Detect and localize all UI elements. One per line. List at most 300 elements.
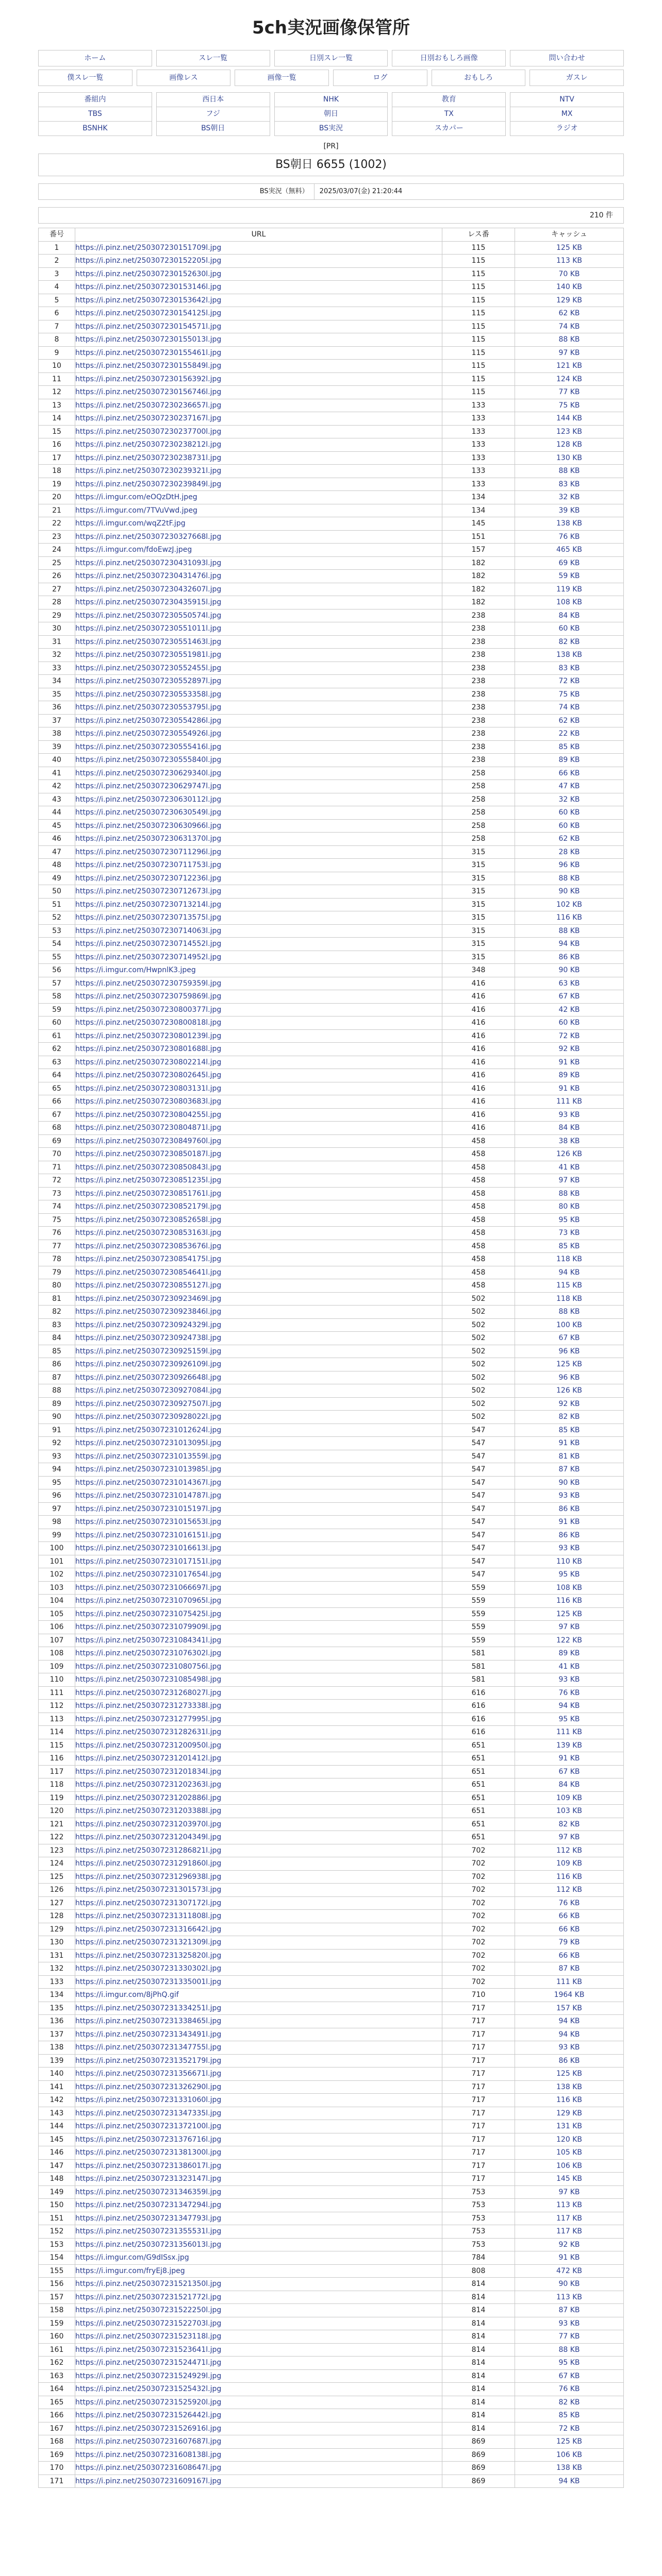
- row-cache-size[interactable]: 92 KB: [515, 1397, 624, 1411]
- image-url-link[interactable]: https://i.pinz.net/250307230152630l.jpg: [75, 269, 222, 278]
- image-url-link[interactable]: https://i.pinz.net/250307230554286l.jpg: [75, 716, 222, 725]
- row-cache-size[interactable]: 92 KB: [515, 2238, 624, 2251]
- row-cache-size[interactable]: 88 KB: [515, 2343, 624, 2357]
- image-url-link[interactable]: https://i.pinz.net/250307231075425l.jpg: [75, 1609, 222, 1618]
- image-url-link[interactable]: https://i.pinz.net/250307231525920l.jpg: [75, 2398, 222, 2406]
- image-url-link[interactable]: https://i.pinz.net/250307230926109l.jpg: [75, 1360, 222, 1369]
- row-cache-size[interactable]: 77 KB: [515, 386, 624, 399]
- channel-link[interactable]: 朝日: [274, 107, 388, 122]
- row-cache-size[interactable]: 110 KB: [515, 1555, 624, 1568]
- row-cache-size[interactable]: 97 KB: [515, 346, 624, 360]
- nav-daily-funny-images[interactable]: 日別おもしろ画像: [392, 50, 506, 66]
- image-url-link[interactable]: https://i.pinz.net/250307230154125l.jpg: [75, 309, 222, 318]
- row-cache-size[interactable]: 77 KB: [515, 2330, 624, 2344]
- row-cache-size[interactable]: 97 KB: [515, 1831, 624, 1844]
- image-url-link[interactable]: https://i.pinz.net/250307230152205l.jpg: [75, 257, 222, 265]
- row-cache-size[interactable]: 32 KB: [515, 793, 624, 806]
- image-url-link[interactable]: https://i.pinz.net/250307230238212l.jpg: [75, 440, 222, 449]
- row-cache-size[interactable]: 95 KB: [515, 1713, 624, 1726]
- row-cache-size[interactable]: 89 KB: [515, 754, 624, 767]
- image-url-link[interactable]: https://i.pinz.net/250307231338465l.jpg: [75, 2017, 222, 2026]
- row-cache-size[interactable]: 118 KB: [515, 1253, 624, 1266]
- image-url-link[interactable]: https://i.pinz.net/250307230712236l.jpg: [75, 874, 222, 883]
- image-url-link[interactable]: https://i.pinz.net/250307231013559l.jpg: [75, 1452, 222, 1461]
- image-url-link[interactable]: https://i.pinz.net/250307231203388l.jpg: [75, 1807, 222, 1816]
- row-cache-size[interactable]: 42 KB: [515, 1003, 624, 1016]
- row-cache-size[interactable]: 94 KB: [515, 1266, 624, 1279]
- image-url-link[interactable]: https://i.pinz.net/250307231080756l.jpg: [75, 1662, 222, 1671]
- image-url-link[interactable]: https://i.pinz.net/250307231386017l.jpg: [75, 2161, 222, 2170]
- image-url-link[interactable]: https://i.pinz.net/250307230852179l.jpg: [75, 1202, 222, 1211]
- row-cache-size[interactable]: 125 KB: [515, 2067, 624, 2081]
- image-url-link[interactable]: https://i.pinz.net/250307231014787l.jpg: [75, 1492, 222, 1500]
- image-url-link[interactable]: https://i.pinz.net/250307231335001l.jpg: [75, 1977, 222, 1986]
- row-cache-size[interactable]: 97 KB: [515, 2185, 624, 2199]
- image-url-link[interactable]: https://i.pinz.net/250307230630966l.jpg: [75, 821, 222, 830]
- channel-link[interactable]: フジ: [156, 107, 270, 122]
- row-cache-size[interactable]: 67 KB: [515, 1332, 624, 1345]
- image-url-link[interactable]: https://i.pinz.net/250307231316642l.jpg: [75, 1925, 222, 1934]
- row-cache-size[interactable]: 116 KB: [515, 1870, 624, 1884]
- row-cache-size[interactable]: 76 KB: [515, 530, 624, 544]
- image-url-link[interactable]: https://i.pinz.net/250307230154571l.jpg: [75, 322, 222, 331]
- image-url-link[interactable]: https://i.pinz.net/250307231524929l.jpg: [75, 2371, 222, 2380]
- image-url-link[interactable]: https://i.pinz.net/250307230435915l.jpg: [75, 598, 222, 607]
- image-url-link[interactable]: https://i.pinz.net/250307230926648l.jpg: [75, 1373, 222, 1382]
- image-url-link[interactable]: https://i.pinz.net/250307230553795l.jpg: [75, 703, 222, 712]
- row-cache-size[interactable]: 109 KB: [515, 1791, 624, 1805]
- row-cache-size[interactable]: 108 KB: [515, 1581, 624, 1595]
- image-url-link[interactable]: https://i.pinz.net/250307230854641l.jpg: [75, 1268, 222, 1277]
- row-cache-size[interactable]: 131 KB: [515, 2120, 624, 2133]
- row-cache-size[interactable]: 93 KB: [515, 2041, 624, 2055]
- image-url-link[interactable]: https://i.pinz.net/250307230803131l.jpg: [75, 1084, 222, 1093]
- row-cache-size[interactable]: 88 KB: [515, 872, 624, 885]
- row-cache-size[interactable]: 86 KB: [515, 2054, 624, 2067]
- row-cache-size[interactable]: 94 KB: [515, 2475, 624, 2488]
- image-url-link[interactable]: https://i.pinz.net/250307230155013l.jpg: [75, 335, 222, 344]
- row-cache-size[interactable]: 111 KB: [515, 1726, 624, 1739]
- image-url-link[interactable]: https://i.pinz.net/250307230928022l.jpg: [75, 1413, 222, 1421]
- row-cache-size[interactable]: 138 KB: [515, 2462, 624, 2475]
- image-url-link[interactable]: https://i.pinz.net/250307230925159l.jpg: [75, 1347, 222, 1355]
- image-url-link[interactable]: https://i.pinz.net/250307231268027l.jpg: [75, 1688, 222, 1697]
- image-url-link[interactable]: https://i.pinz.net/250307230237700l.jpg: [75, 427, 222, 436]
- row-cache-size[interactable]: 94 KB: [515, 938, 624, 951]
- image-url-link[interactable]: https://i.pinz.net/250307231017151l.jpg: [75, 1557, 222, 1566]
- image-url-link[interactable]: https://i.pinz.net/250307230552455l.jpg: [75, 664, 222, 672]
- row-cache-size[interactable]: 82 KB: [515, 635, 624, 649]
- channel-link[interactable]: NTV: [510, 92, 624, 107]
- row-cache-size[interactable]: 97 KB: [515, 1621, 624, 1634]
- row-cache-size[interactable]: 95 KB: [515, 2357, 624, 2370]
- row-cache-size[interactable]: 129 KB: [515, 294, 624, 307]
- nav-my-threads[interactable]: 僕スレ一覧: [38, 70, 133, 86]
- image-url-link[interactable]: https://i.pinz.net/250307230927084l.jpg: [75, 1386, 222, 1395]
- row-cache-size[interactable]: 120 KB: [515, 2133, 624, 2146]
- image-url-link[interactable]: https://i.pinz.net/250307231202363l.jpg: [75, 1781, 222, 1789]
- row-cache-size[interactable]: 63 KB: [515, 977, 624, 990]
- image-url-link[interactable]: https://i.pinz.net/250307230555416l.jpg: [75, 742, 222, 751]
- image-url-link[interactable]: https://i.pinz.net/250307230759869l.jpg: [75, 992, 222, 1001]
- channel-link[interactable]: 教育: [392, 92, 506, 107]
- row-cache-size[interactable]: 86 KB: [515, 1502, 624, 1516]
- row-cache-size[interactable]: 145 KB: [515, 2173, 624, 2186]
- image-url-link[interactable]: https://i.pinz.net/250307231326290l.jpg: [75, 2082, 222, 2091]
- row-cache-size[interactable]: 22 KB: [515, 727, 624, 741]
- image-url-link[interactable]: https://i.imgur.com/wqZ2tF.jpg: [75, 519, 186, 528]
- image-url-link[interactable]: https://i.pinz.net/250307230800818l.jpg: [75, 1019, 222, 1027]
- row-cache-size[interactable]: 87 KB: [515, 1463, 624, 1477]
- image-url-link[interactable]: https://i.pinz.net/250307231203970l.jpg: [75, 1820, 222, 1828]
- row-cache-size[interactable]: 75 KB: [515, 399, 624, 412]
- image-url-link[interactable]: https://i.pinz.net/250307230927507l.jpg: [75, 1399, 222, 1408]
- row-cache-size[interactable]: 66 KB: [515, 1923, 624, 1936]
- image-url-link[interactable]: https://i.pinz.net/250307230550574l.jpg: [75, 611, 222, 620]
- image-url-link[interactable]: https://i.pinz.net/250307231381300l.jpg: [75, 2148, 222, 2157]
- image-url-link[interactable]: https://i.pinz.net/250307231291860l.jpg: [75, 1859, 222, 1868]
- row-cache-size[interactable]: 90 KB: [515, 1476, 624, 1489]
- row-cache-size[interactable]: 88 KB: [515, 924, 624, 938]
- row-cache-size[interactable]: 83 KB: [515, 662, 624, 675]
- row-cache-size[interactable]: 38 KB: [515, 1134, 624, 1148]
- image-url-link[interactable]: https://i.pinz.net/250307231372100l.jpg: [75, 2122, 222, 2131]
- image-url-link[interactable]: https://i.pinz.net/250307230431093l.jpg: [75, 558, 222, 567]
- row-cache-size[interactable]: 93 KB: [515, 1673, 624, 1687]
- image-url-link[interactable]: https://i.pinz.net/250307231079909l.jpg: [75, 1623, 222, 1632]
- row-cache-size[interactable]: 97 KB: [515, 1174, 624, 1188]
- row-cache-size[interactable]: 91 KB: [515, 1082, 624, 1095]
- row-cache-size[interactable]: 144 KB: [515, 412, 624, 426]
- image-url-link[interactable]: https://i.pinz.net/250307231521350l.jpg: [75, 2280, 222, 2289]
- nav-image-list[interactable]: 画像一覧: [235, 70, 329, 86]
- image-url-link[interactable]: https://i.pinz.net/250307230802645l.jpg: [75, 1071, 222, 1080]
- image-url-link[interactable]: https://i.pinz.net/250307231016151l.jpg: [75, 1531, 222, 1539]
- row-cache-size[interactable]: 91 KB: [515, 1437, 624, 1450]
- row-cache-size[interactable]: 88 KB: [515, 465, 624, 478]
- row-cache-size[interactable]: 109 KB: [515, 1857, 624, 1871]
- image-url-link[interactable]: https://i.imgur.com/7TVuVwd.jpeg: [75, 506, 197, 515]
- image-url-link[interactable]: https://i.pinz.net/250307231204349l.jpg: [75, 1833, 222, 1842]
- image-url-link[interactable]: https://i.pinz.net/250307230551011l.jpg: [75, 624, 222, 633]
- row-cache-size[interactable]: 88 KB: [515, 1187, 624, 1200]
- image-url-link[interactable]: https://i.pinz.net/250307231526916l.jpg: [75, 2424, 222, 2433]
- row-cache-size[interactable]: 88 KB: [515, 333, 624, 347]
- image-url-link[interactable]: https://i.pinz.net/250307230923469l.jpg: [75, 1294, 222, 1303]
- image-url-link[interactable]: https://i.pinz.net/250307231311808l.jpg: [75, 1912, 222, 1921]
- row-cache-size[interactable]: 102 KB: [515, 898, 624, 911]
- image-url-link[interactable]: https://i.pinz.net/250307231200950l.jpg: [75, 1741, 222, 1750]
- image-url-link[interactable]: https://i.pinz.net/250307230804871l.jpg: [75, 1124, 222, 1132]
- row-cache-size[interactable]: 113 KB: [515, 2199, 624, 2212]
- image-url-link[interactable]: https://i.pinz.net/250307231523118l.jpg: [75, 2332, 222, 2341]
- row-cache-size[interactable]: 70 KB: [515, 267, 624, 281]
- image-url-link[interactable]: https://i.pinz.net/250307230629340l.jpg: [75, 769, 222, 777]
- image-url-link[interactable]: https://i.pinz.net/250307231323147l.jpg: [75, 2175, 222, 2183]
- row-cache-size[interactable]: 91 KB: [515, 1056, 624, 1069]
- image-url-link[interactable]: https://i.pinz.net/250307230854175l.jpg: [75, 1255, 222, 1264]
- image-url-link[interactable]: https://i.pinz.net/250307231085498l.jpg: [75, 1675, 222, 1684]
- row-cache-size[interactable]: 126 KB: [515, 1148, 624, 1161]
- row-cache-size[interactable]: 72 KB: [515, 2422, 624, 2435]
- row-cache-size[interactable]: 93 KB: [515, 1489, 624, 1503]
- row-cache-size[interactable]: 84 KB: [515, 609, 624, 622]
- row-cache-size[interactable]: 62 KB: [515, 307, 624, 320]
- row-cache-size[interactable]: 138 KB: [515, 2080, 624, 2094]
- image-url-link[interactable]: https://i.pinz.net/250307230237167l.jpg: [75, 414, 222, 423]
- image-url-link[interactable]: https://i.pinz.net/250307230924738l.jpg: [75, 1334, 222, 1343]
- image-url-link[interactable]: https://i.pinz.net/250307230759359l.jpg: [75, 979, 222, 988]
- image-url-link[interactable]: https://i.pinz.net/250307230431476l.jpg: [75, 572, 222, 581]
- image-url-link[interactable]: https://i.pinz.net/250307231282631l.jpg: [75, 1728, 222, 1737]
- row-cache-size[interactable]: 41 KB: [515, 1161, 624, 1174]
- image-url-link[interactable]: https://i.pinz.net/250307231017654l.jpg: [75, 1570, 222, 1579]
- image-url-link[interactable]: https://i.pinz.net/250307230800377l.jpg: [75, 1005, 222, 1014]
- image-url-link[interactable]: https://i.pinz.net/250307230629747l.jpg: [75, 782, 222, 791]
- row-cache-size[interactable]: 124 KB: [515, 372, 624, 386]
- row-cache-size[interactable]: 91 KB: [515, 2251, 624, 2265]
- image-url-link[interactable]: https://i.pinz.net/250307231347755l.jpg: [75, 2043, 222, 2052]
- image-url-link[interactable]: https://i.pinz.net/250307230155461l.jpg: [75, 348, 222, 357]
- row-cache-size[interactable]: 122 KB: [515, 1634, 624, 1647]
- row-cache-size[interactable]: 87 KB: [515, 1962, 624, 1976]
- image-url-link[interactable]: https://i.pinz.net/250307230801239l.jpg: [75, 1031, 222, 1040]
- image-url-link[interactable]: https://i.imgur.com/fdoEwzJ.jpeg: [75, 546, 192, 554]
- image-url-link[interactable]: https://i.pinz.net/250307231607687l.jpg: [75, 2437, 222, 2446]
- row-cache-size[interactable]: 83 KB: [515, 478, 624, 491]
- row-cache-size[interactable]: 95 KB: [515, 1568, 624, 1582]
- image-url-link[interactable]: https://i.pinz.net/250307231301573l.jpg: [75, 1886, 222, 1894]
- image-url-link[interactable]: https://i.pinz.net/250307230156746l.jpg: [75, 388, 222, 397]
- row-cache-size[interactable]: 85 KB: [515, 2409, 624, 2422]
- row-cache-size[interactable]: 89 KB: [515, 1647, 624, 1660]
- image-url-link[interactable]: https://i.pinz.net/250307230802214l.jpg: [75, 1058, 222, 1066]
- row-cache-size[interactable]: 117 KB: [515, 2212, 624, 2225]
- image-url-link[interactable]: https://i.pinz.net/250307230714552l.jpg: [75, 940, 222, 948]
- row-cache-size[interactable]: 93 KB: [515, 1542, 624, 1555]
- image-url-link[interactable]: https://i.pinz.net/250307231201834l.jpg: [75, 1767, 222, 1776]
- image-url-link[interactable]: https://i.pinz.net/250307230924329l.jpg: [75, 1320, 222, 1329]
- row-cache-size[interactable]: 100 KB: [515, 1318, 624, 1332]
- row-cache-size[interactable]: 125 KB: [515, 241, 624, 255]
- image-url-link[interactable]: https://i.pinz.net/250307231352179l.jpg: [75, 2056, 222, 2065]
- row-cache-size[interactable]: 85 KB: [515, 740, 624, 754]
- image-url-link[interactable]: https://i.pinz.net/250307230853163l.jpg: [75, 1229, 222, 1238]
- image-url-link[interactable]: https://i.pinz.net/250307231013095l.jpg: [75, 1439, 222, 1448]
- row-cache-size[interactable]: 96 KB: [515, 1345, 624, 1358]
- channel-link[interactable]: TX: [392, 107, 506, 122]
- image-url-link[interactable]: https://i.pinz.net/250307231331060l.jpg: [75, 2096, 222, 2105]
- image-url-link[interactable]: https://i.pinz.net/250307230554926l.jpg: [75, 730, 222, 738]
- row-cache-size[interactable]: 126 KB: [515, 1384, 624, 1398]
- channel-link[interactable]: 西日本: [156, 92, 270, 107]
- image-url-link[interactable]: https://i.pinz.net/250307230803683l.jpg: [75, 1097, 222, 1106]
- row-cache-size[interactable]: 93 KB: [515, 2317, 624, 2330]
- image-url-link[interactable]: https://i.pinz.net/250307231356013l.jpg: [75, 2240, 222, 2249]
- nav-contact[interactable]: 問い合わせ: [510, 50, 624, 66]
- nav-funny[interactable]: おもしろ: [432, 70, 526, 86]
- row-cache-size[interactable]: 129 KB: [515, 2107, 624, 2120]
- row-cache-size[interactable]: 94 KB: [515, 2028, 624, 2041]
- image-url-link[interactable]: https://i.pinz.net/250307230713575l.jpg: [75, 913, 222, 922]
- image-url-link[interactable]: https://i.pinz.net/250307230155849l.jpg: [75, 362, 222, 370]
- image-url-link[interactable]: https://i.pinz.net/250307230853676l.jpg: [75, 1242, 222, 1250]
- row-cache-size[interactable]: 84 KB: [515, 1778, 624, 1792]
- image-url-link[interactable]: https://i.pinz.net/250307231015653l.jpg: [75, 1518, 222, 1527]
- row-cache-size[interactable]: 92 KB: [515, 1043, 624, 1056]
- row-cache-size[interactable]: 82 KB: [515, 2396, 624, 2409]
- row-cache-size[interactable]: 82 KB: [515, 1818, 624, 1831]
- row-cache-size[interactable]: 67 KB: [515, 2369, 624, 2383]
- row-cache-size[interactable]: 119 KB: [515, 583, 624, 596]
- row-cache-size[interactable]: 79 KB: [515, 1936, 624, 1950]
- row-cache-size[interactable]: 90 KB: [515, 2278, 624, 2291]
- row-cache-size[interactable]: 62 KB: [515, 714, 624, 727]
- row-cache-size[interactable]: 157 KB: [515, 2002, 624, 2015]
- row-cache-size[interactable]: 41 KB: [515, 1660, 624, 1673]
- row-cache-size[interactable]: 60 KB: [515, 819, 624, 833]
- image-url-link[interactable]: https://i.pinz.net/250307231330302l.jpg: [75, 1964, 222, 1973]
- image-url-link[interactable]: https://i.pinz.net/250307230555840l.jpg: [75, 756, 222, 765]
- image-url-link[interactable]: https://i.pinz.net/250307230849760l.jpg: [75, 1137, 222, 1145]
- row-cache-size[interactable]: 60 KB: [515, 622, 624, 636]
- row-cache-size[interactable]: 105 KB: [515, 2146, 624, 2160]
- row-cache-size[interactable]: 81 KB: [515, 1450, 624, 1463]
- row-cache-size[interactable]: 1964 KB: [515, 1989, 624, 2002]
- row-cache-size[interactable]: 90 KB: [515, 885, 624, 899]
- image-url-link[interactable]: https://i.pinz.net/250307231608647l.jpg: [75, 2464, 222, 2472]
- image-url-link[interactable]: https://i.pinz.net/250307230239321l.jpg: [75, 467, 222, 476]
- image-url-link[interactable]: https://i.imgur.com/8jPhQ.gif: [75, 1991, 179, 1999]
- image-url-link[interactable]: https://i.pinz.net/250307230852658l.jpg: [75, 1215, 222, 1224]
- image-url-link[interactable]: https://i.pinz.net/250307230236657l.jpg: [75, 401, 222, 410]
- row-cache-size[interactable]: 115 KB: [515, 1279, 624, 1293]
- nav-home[interactable]: ホーム: [38, 50, 152, 66]
- image-url-link[interactable]: https://i.pinz.net/250307230153146l.jpg: [75, 283, 222, 292]
- channel-link[interactable]: TBS: [38, 107, 152, 122]
- row-cache-size[interactable]: 93 KB: [515, 1108, 624, 1122]
- image-url-link[interactable]: https://i.pinz.net/250307230804255l.jpg: [75, 1110, 222, 1119]
- image-url-link[interactable]: https://i.pinz.net/250307230923846l.jpg: [75, 1308, 222, 1316]
- image-url-link[interactable]: https://i.pinz.net/250307230153642l.jpg: [75, 296, 222, 304]
- row-cache-size[interactable]: 67 KB: [515, 1765, 624, 1778]
- image-url-link[interactable]: https://i.pinz.net/250307230553358l.jpg: [75, 690, 222, 699]
- image-url-link[interactable]: https://i.pinz.net/250307231526442l.jpg: [75, 2411, 222, 2420]
- image-url-link[interactable]: https://i.pinz.net/250307231356671l.jpg: [75, 2070, 222, 2078]
- row-cache-size[interactable]: 66 KB: [515, 767, 624, 780]
- channel-link[interactable]: 番組内: [38, 92, 152, 107]
- image-url-link[interactable]: https://i.pinz.net/250307231015197l.jpg: [75, 1504, 222, 1513]
- image-url-link[interactable]: https://i.pinz.net/250307231523641l.jpg: [75, 2345, 222, 2354]
- image-url-link[interactable]: https://i.pinz.net/250307230713214l.jpg: [75, 900, 222, 909]
- row-cache-size[interactable]: 66 KB: [515, 1910, 624, 1923]
- image-url-link[interactable]: https://i.pinz.net/250307231524471l.jpg: [75, 2359, 222, 2367]
- image-url-link[interactable]: https://i.pinz.net/250307231076302l.jpg: [75, 1649, 222, 1658]
- row-cache-size[interactable]: 130 KB: [515, 451, 624, 465]
- image-url-link[interactable]: https://i.pinz.net/250307230630112l.jpg: [75, 795, 222, 804]
- image-url-link[interactable]: https://i.pinz.net/250307231334251l.jpg: [75, 2004, 222, 2012]
- row-cache-size[interactable]: 85 KB: [515, 1423, 624, 1437]
- image-url-link[interactable]: https://i.imgur.com/HwpnlK3.jpeg: [75, 966, 196, 975]
- image-url-link[interactable]: https://i.pinz.net/250307230714952l.jpg: [75, 953, 222, 961]
- image-url-link[interactable]: https://i.pinz.net/250307230711296l.jpg: [75, 848, 222, 856]
- row-cache-size[interactable]: 86 KB: [515, 951, 624, 964]
- row-cache-size[interactable]: 73 KB: [515, 1227, 624, 1240]
- image-url-link[interactable]: https://i.imgur.com/G9dISsx.jpg: [75, 2253, 189, 2262]
- channel-link[interactable]: BSNHK: [38, 122, 152, 136]
- row-cache-size[interactable]: 116 KB: [515, 911, 624, 925]
- row-cache-size[interactable]: 82 KB: [515, 1411, 624, 1424]
- row-cache-size[interactable]: 116 KB: [515, 2094, 624, 2107]
- image-url-link[interactable]: https://i.pinz.net/250307231202886l.jpg: [75, 1793, 222, 1802]
- row-cache-size[interactable]: 116 KB: [515, 1595, 624, 1608]
- image-url-link[interactable]: https://i.pinz.net/250307231525432l.jpg: [75, 2385, 222, 2394]
- row-cache-size[interactable]: 72 KB: [515, 1029, 624, 1043]
- row-cache-size[interactable]: 112 KB: [515, 1844, 624, 1857]
- image-url-link[interactable]: https://i.imgur.com/fryEj8.jpeg: [75, 2266, 185, 2275]
- channel-link[interactable]: NHK: [274, 92, 388, 107]
- row-cache-size[interactable]: 103 KB: [515, 1805, 624, 1818]
- row-cache-size[interactable]: 75 KB: [515, 688, 624, 701]
- row-cache-size[interactable]: 125 KB: [515, 2435, 624, 2449]
- image-url-link[interactable]: https://i.pinz.net/250307231066697l.jpg: [75, 1583, 222, 1592]
- row-cache-size[interactable]: 95 KB: [515, 1213, 624, 1227]
- row-cache-size[interactable]: 60 KB: [515, 1016, 624, 1030]
- row-cache-size[interactable]: 91 KB: [515, 1752, 624, 1766]
- image-url-link[interactable]: https://i.pinz.net/250307230151709l.jpg: [75, 243, 222, 252]
- row-cache-size[interactable]: 106 KB: [515, 2159, 624, 2173]
- row-cache-size[interactable]: 67 KB: [515, 990, 624, 1004]
- row-cache-size[interactable]: 88 KB: [515, 1306, 624, 1319]
- image-url-link[interactable]: https://i.pinz.net/250307230714063l.jpg: [75, 926, 222, 935]
- row-cache-size[interactable]: 94 KB: [515, 1700, 624, 1713]
- image-url-link[interactable]: https://i.pinz.net/250307231608138l.jpg: [75, 2450, 222, 2459]
- row-cache-size[interactable]: 91 KB: [515, 1516, 624, 1529]
- row-cache-size[interactable]: 96 KB: [515, 1371, 624, 1384]
- channel-link[interactable]: ラジオ: [510, 122, 624, 136]
- image-url-link[interactable]: https://i.pinz.net/250307231521772l.jpg: [75, 2293, 222, 2301]
- row-cache-size[interactable]: 74 KB: [515, 320, 624, 333]
- image-url-link[interactable]: https://i.pinz.net/250307230551463l.jpg: [75, 637, 222, 646]
- image-url-link[interactable]: https://i.pinz.net/250307230712673l.jpg: [75, 887, 222, 896]
- row-cache-size[interactable]: 47 KB: [515, 780, 624, 793]
- image-url-link[interactable]: https://i.pinz.net/250307231070965l.jpg: [75, 1597, 222, 1605]
- row-cache-size[interactable]: 106 KB: [515, 2448, 624, 2462]
- row-cache-size[interactable]: 128 KB: [515, 438, 624, 452]
- row-cache-size[interactable]: 139 KB: [515, 1739, 624, 1752]
- row-cache-size[interactable]: 117 KB: [515, 2225, 624, 2239]
- image-url-link[interactable]: https://i.pinz.net/250307230630549l.jpg: [75, 808, 222, 817]
- nav-daily-thread-list[interactable]: 日別スレ一覧: [274, 50, 388, 66]
- image-url-link[interactable]: https://i.pinz.net/250307230851761l.jpg: [75, 1189, 222, 1198]
- row-cache-size[interactable]: 89 KB: [515, 1069, 624, 1082]
- channel-link[interactable]: BS朝日: [156, 122, 270, 136]
- image-url-link[interactable]: https://i.pinz.net/250307231014367l.jpg: [75, 1478, 222, 1487]
- image-url-link[interactable]: https://i.pinz.net/250307230855127l.jpg: [75, 1281, 222, 1290]
- image-url-link[interactable]: https://i.pinz.net/250307231522250l.jpg: [75, 2306, 222, 2315]
- image-url-link[interactable]: https://i.pinz.net/250307230432607l.jpg: [75, 585, 222, 594]
- row-cache-size[interactable]: 76 KB: [515, 2383, 624, 2396]
- nav-image-res[interactable]: 画像レス: [137, 70, 231, 86]
- row-cache-size[interactable]: 113 KB: [515, 2291, 624, 2304]
- row-cache-size[interactable]: 138 KB: [515, 517, 624, 531]
- row-cache-size[interactable]: 85 KB: [515, 1240, 624, 1253]
- image-url-link[interactable]: https://i.pinz.net/250307231376716l.jpg: [75, 2135, 222, 2144]
- row-cache-size[interactable]: 62 KB: [515, 833, 624, 846]
- image-url-link[interactable]: https://i.pinz.net/250307230551981l.jpg: [75, 651, 222, 659]
- image-url-link[interactable]: https://i.pinz.net/250307231273338l.jpg: [75, 1702, 222, 1710]
- row-cache-size[interactable]: 28 KB: [515, 845, 624, 859]
